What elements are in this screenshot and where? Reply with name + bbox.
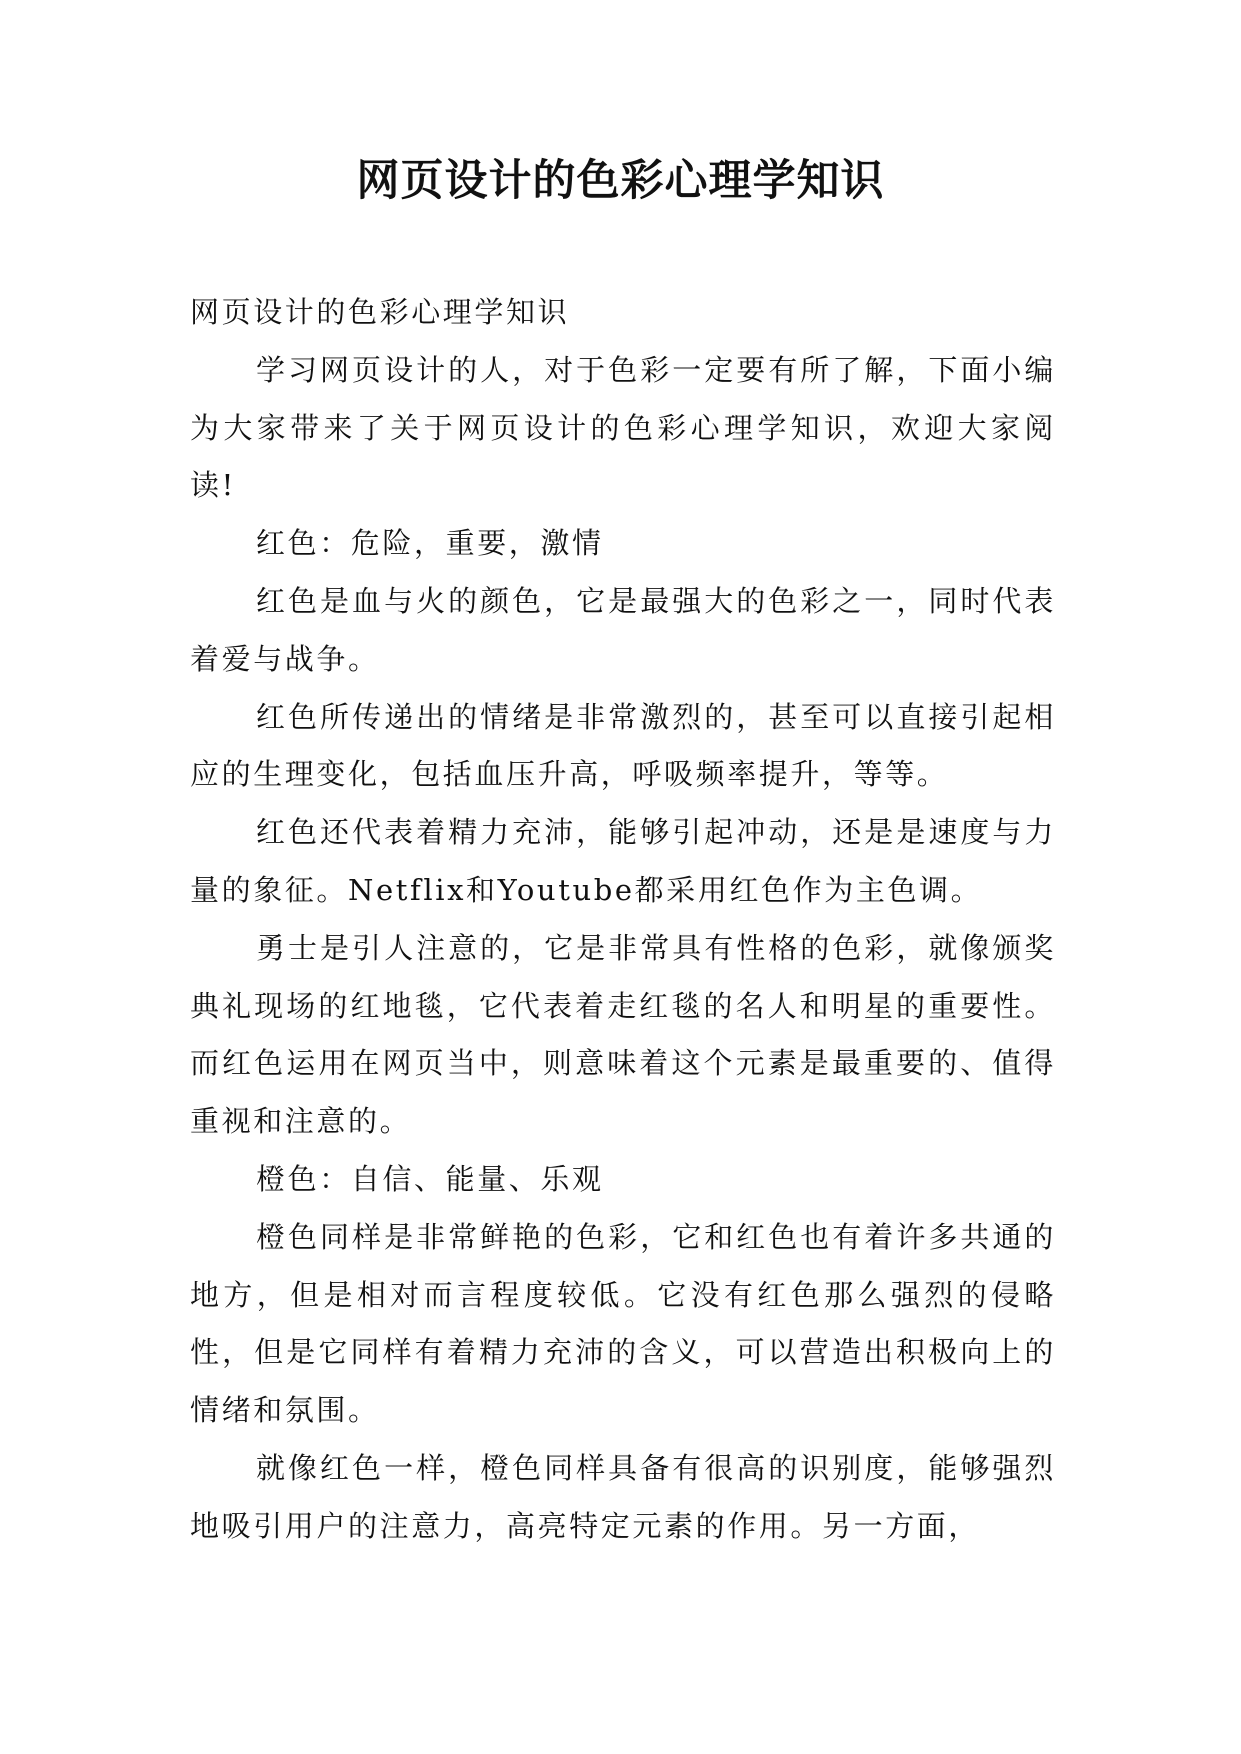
paragraph-red-1: 红色是血与火的颜色，它是最强大的色彩之一，同时代表着爱与战争。 [190,583,1056,676]
document-body [190,284,1056,1556]
paragraph-red-3: 红色还代表着精力充沛，能够引起冲动，还是是速度与力量的象征。Netflix和Youtube都采用红色作为主色调。 [190,815,1056,907]
paragraph-orange-2: 就像红色一样，橙色同样具备有很高的识别度，能够强烈地吸引用户的注意力，高亮特定元素的作用。另一方面， [190,1450,1056,1543]
paragraph-orange-1: 橙色同样是非常鲜艳的色彩，它和红色也有着许多共通的地方，但是相对而言程度较低。它没有红色那么强烈的侵略性，但是它同样有着精力充沛的含义，可以营造出积极向上的情绪和氛围。 [190,1219,1056,1428]
paragraph-red-4: 勇士是引人注意的，它是非常具有性格的色彩，就像颁奖典礼现场的红地毯，它代表着走红毯的名人和明星的重要性。而红色运用在网页当中，则意味着这个元素是最重要的、值得重视和注意的。 [190,930,1056,1139]
section-heading-orange: 橙色：自信、能量、乐观 [256,1161,604,1196]
paragraph-subtitle: 网页设计的色彩心理学知识 [190,295,570,329]
paragraph-red-2: 红色所传递出的情绪是非常激烈的，甚至可以直接引起相应的生理变化，包括血压升高，呼吸频率提升，等等。 [190,699,1056,792]
section-heading-red: 红色：危险，重要，激情 [256,526,604,561]
paragraph-intro: 学习网页设计的人，对于色彩一定要有所了解，下面小编为大家带来了关于网页设计的色彩心理学知识，欢迎大家阅读! [190,352,1056,503]
document-title: 网页设计的色彩心理学知识 [356,156,885,206]
